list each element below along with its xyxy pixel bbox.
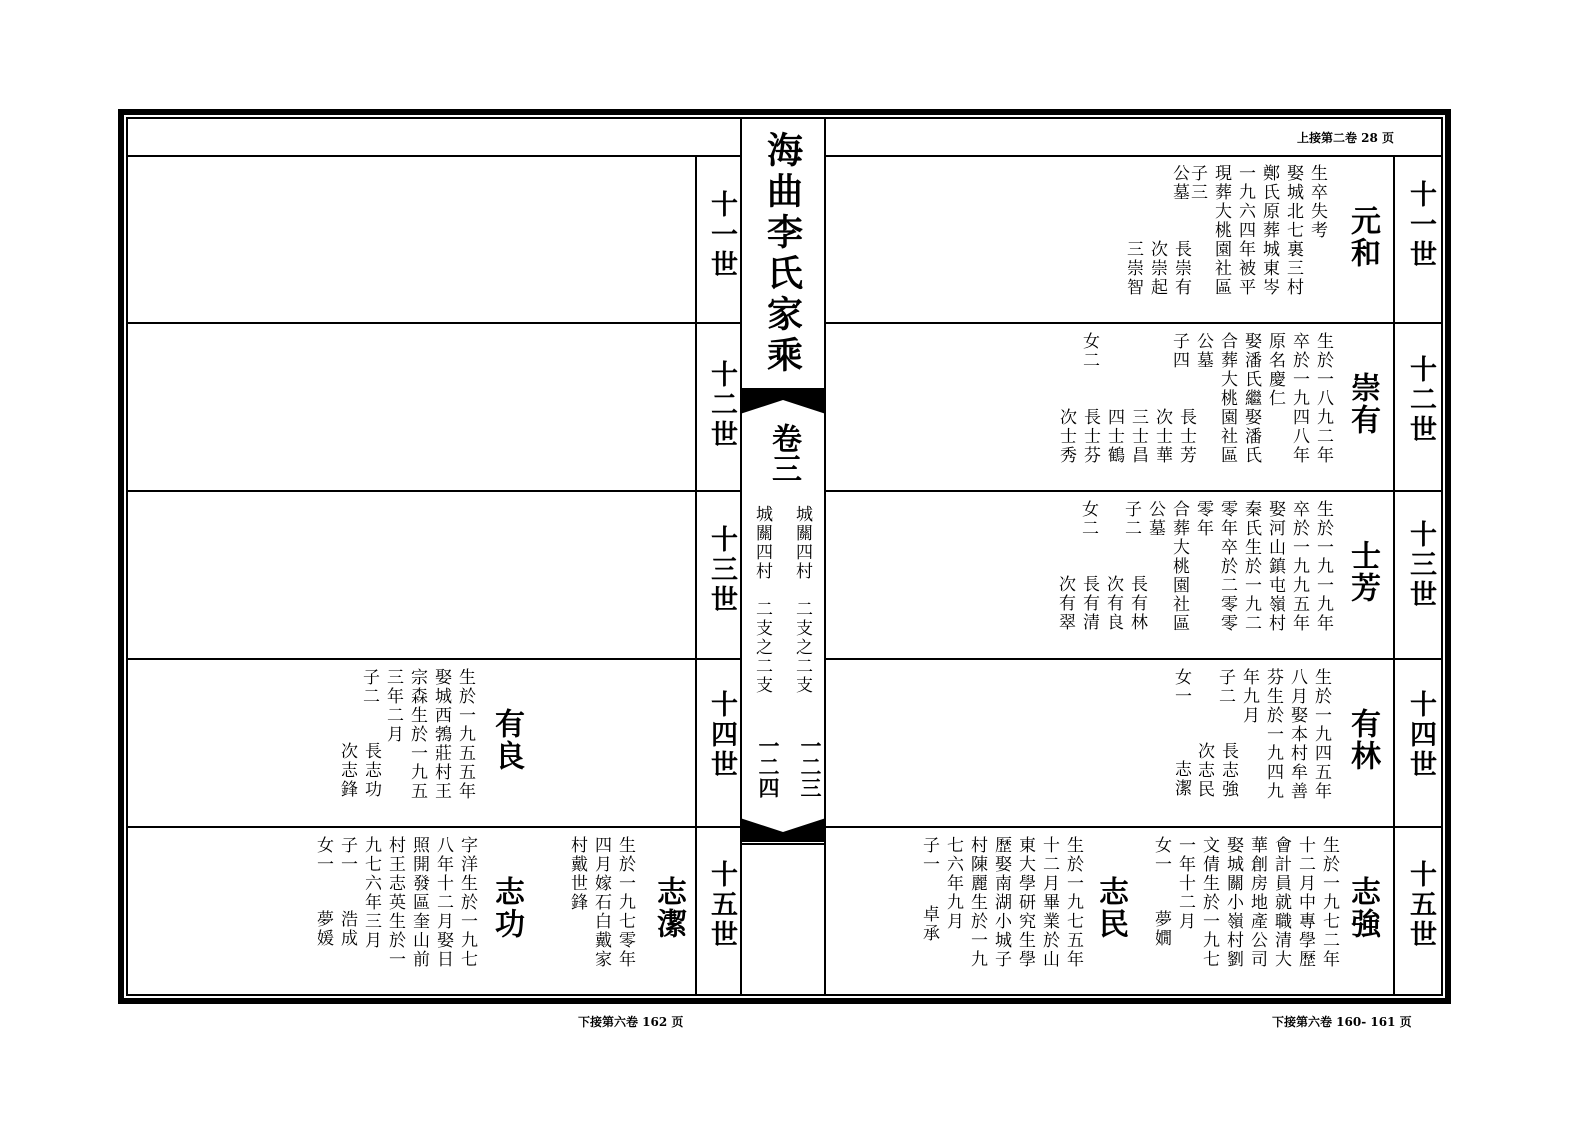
footer-left-continuation: 下接第六卷 162 页 (578, 1015, 684, 1029)
sons-count: 子一 (337, 836, 357, 874)
bio-line: 零年 (1193, 500, 1213, 538)
footer-right-continuation: 下接第六卷 160- 161 页 (1272, 1015, 1412, 1029)
bio-line: 公墓 (1193, 332, 1213, 370)
person-name: 志潔 (651, 876, 686, 940)
person-name: 有林 (1345, 708, 1380, 772)
child-name: 次志民 (1194, 742, 1214, 799)
bio-columns (336, 836, 480, 969)
sons-count: 子三 (1187, 164, 1207, 202)
bio-line: 娶潘氏繼娶潘氏 (1241, 332, 1261, 465)
bio-line: 東大學研究生學 (1015, 836, 1035, 969)
bio-line: 娶城西鵓莊村王 (431, 668, 451, 801)
bio-line: 合葬大桃園社區 (1169, 500, 1189, 633)
child-name: 次有翠 (1055, 575, 1075, 632)
children-list (1054, 575, 1150, 632)
left-header-rule (126, 155, 740, 157)
right-gen-divider (1393, 155, 1395, 996)
daughter-name: 夢媛 (313, 910, 333, 948)
sons-count: 子二 (359, 668, 379, 706)
children-list (1122, 240, 1194, 297)
page-number-right: 一二三 (798, 735, 823, 798)
bio-line: 娶城關小嶺村劉 (1223, 836, 1243, 969)
generation-label: 十四世 (706, 690, 737, 780)
spine-rule (740, 843, 826, 845)
bio-line: 原名慶仁 (1265, 332, 1285, 408)
spine-fishtail-top (740, 390, 826, 420)
sons-count: 子二 (1215, 668, 1235, 706)
bio-line: 九七六年三月 (361, 836, 381, 950)
bio-line: 文倩生於一九七 (1199, 836, 1219, 969)
child-name: 四士鶴 (1104, 408, 1124, 465)
bio-line: 村陳麗生於一九 (967, 836, 987, 969)
bio-line: 三年二月 (383, 668, 403, 744)
bio-line: 照開發區奎山前 (409, 836, 429, 969)
generation-label: 十一世 (706, 190, 737, 280)
volume-label: 卷三 (766, 423, 801, 483)
bio-line: 現葬大桃園社區 (1211, 164, 1231, 297)
person-name: 志功 (489, 876, 524, 940)
sons-count: 子一 (919, 836, 939, 874)
spine-locality-left: 城關四村 二支之二支 (752, 505, 772, 695)
bio-line: 生於一九七零年 (615, 836, 635, 969)
bio-line: 村戴世鋒 (567, 836, 587, 912)
right-row-rule (826, 490, 1443, 492)
bio-line: 華創房地產公司 (1247, 836, 1267, 969)
book-title: 海曲李氏家乘 (761, 131, 804, 377)
child-name: 三士昌 (1128, 408, 1148, 465)
left-row-rule (126, 490, 740, 492)
bio-line: 娶城北七裏三村 (1283, 164, 1303, 297)
bio-columns (566, 836, 638, 969)
child-name: 長志功 (361, 742, 381, 799)
child-name: 長士芳 (1176, 408, 1196, 465)
bio-line: 卒於一九九五年 (1289, 500, 1309, 633)
generation-label: 十二世 (706, 360, 737, 450)
bio-line: 公墓 (1145, 500, 1165, 538)
generation-label: 十四世 (1405, 690, 1436, 780)
child-name: 浩成 (337, 910, 357, 948)
generation-label: 十三世 (1405, 520, 1436, 610)
bio-line: 一九六四年被平 (1235, 164, 1255, 297)
bio-columns (1174, 836, 1342, 969)
bio-line: 村王志英生於一 (385, 836, 405, 969)
bio-line: 八月娶本村牟善 (1287, 668, 1307, 801)
person-bio: 公墓 (1169, 164, 1189, 202)
person-name: 有良 (489, 708, 524, 772)
bio-line: 年九月 (1239, 668, 1259, 725)
daughters-count: 女一 (313, 836, 333, 874)
left-row-rule (126, 826, 740, 828)
bio-line: 生卒失考 (1307, 164, 1327, 240)
spine-border-right (824, 117, 826, 996)
bio-columns (1120, 500, 1336, 633)
child-name: 長有清 (1079, 575, 1099, 632)
bio-columns (942, 836, 1086, 969)
generation-label: 十三世 (706, 525, 737, 615)
person-name: 志民 (1093, 876, 1128, 940)
bio-line: 合葬大桃園社區 (1217, 332, 1237, 465)
child-name: 次士秀 (1056, 408, 1076, 465)
bio-line: 芬生於一九四九 (1263, 668, 1283, 801)
spine-locality-right: 城關四村 二支之二支 (792, 505, 812, 695)
bio-line: 娶河山鎮屯嶺村 (1265, 500, 1285, 633)
bio-line: 生於一九七二年 (1319, 836, 1339, 969)
bio-line: 八年十二月娶日 (433, 836, 453, 969)
generation-label: 十一世 (1405, 180, 1436, 270)
page-number-left: 一二四 (756, 735, 781, 798)
sons-count: 子二 (1121, 500, 1141, 538)
child-name: 長志強 (1218, 742, 1238, 799)
children-list (336, 742, 384, 799)
children-list (1193, 742, 1241, 799)
bio-line: 鄭氏原葬城東岑 (1259, 164, 1279, 297)
bio-line: 生於一九一九年 (1313, 500, 1333, 633)
daughter-name: 夢嫺 (1151, 910, 1171, 948)
header-continuation-note: 上接第二卷 28 页 (1296, 131, 1394, 145)
left-row-rule (126, 658, 740, 660)
bio-line: 七六年九月 (943, 836, 963, 931)
daughters-count: 女一 (1151, 836, 1171, 874)
daughters-count: 女二 (1078, 500, 1098, 538)
child-name: 長崇有 (1171, 240, 1191, 297)
children-list (1055, 408, 1199, 465)
bio-line: 宗森生於一九五 (407, 668, 427, 801)
daughter-name: 志潔 (1171, 760, 1191, 798)
generation-label: 十二世 (1405, 355, 1436, 445)
sons-count: 子四 (1169, 332, 1189, 370)
bio-line: 歷娶南湖小城子 (991, 836, 1011, 969)
bio-line: 會計員就職清大 (1271, 836, 1291, 969)
bio-line: 生於一八九二年 (1313, 332, 1333, 465)
child-name: 三崇智 (1123, 240, 1143, 297)
child-name: 長士芬 (1080, 408, 1100, 465)
child-name: 長有林 (1127, 575, 1147, 632)
bio-line: 生於一九四五年 (1311, 668, 1331, 801)
person-name: 元和 (1345, 205, 1380, 269)
daughters-count: 女一 (1171, 668, 1191, 706)
child-name: 次有良 (1103, 575, 1123, 632)
child-name: 次士華 (1152, 408, 1172, 465)
bio-line: 生於一九七五年 (1063, 836, 1083, 969)
child-name: 次志鋒 (337, 742, 357, 799)
person-name: 崇有 (1345, 372, 1380, 436)
bio-line: 卒於一九四八年 (1289, 332, 1309, 465)
right-header-rule (826, 155, 1443, 157)
generation-label: 十五世 (706, 860, 737, 950)
right-row-rule (826, 826, 1443, 828)
spine-fishtail-bottom (740, 812, 826, 842)
child-name: 次崇起 (1147, 240, 1167, 297)
bio-line: 字洋生於一九七 (457, 836, 477, 969)
daughters-count: 女二 (1079, 332, 1099, 370)
bio-line: 十二月中專學歷 (1295, 836, 1315, 969)
child-name: 卓承 (919, 905, 939, 943)
bio-line: 零年卒於二零零 (1217, 500, 1237, 633)
left-row-rule (126, 322, 740, 324)
person-name: 志強 (1345, 876, 1380, 940)
bio-line: 四月嫁石白戴家 (591, 836, 611, 969)
person-name: 士芳 (1345, 540, 1380, 604)
bio-line: 十二月畢業於山 (1039, 836, 1059, 969)
right-row-rule (826, 322, 1443, 324)
bio-line: 生於一九五五年 (455, 668, 475, 801)
right-row-rule (826, 658, 1443, 660)
bio-line: 秦氏生於一九二 (1241, 500, 1261, 633)
bio-line: 一年十二月 (1175, 836, 1195, 931)
generation-label: 十五世 (1405, 860, 1436, 950)
